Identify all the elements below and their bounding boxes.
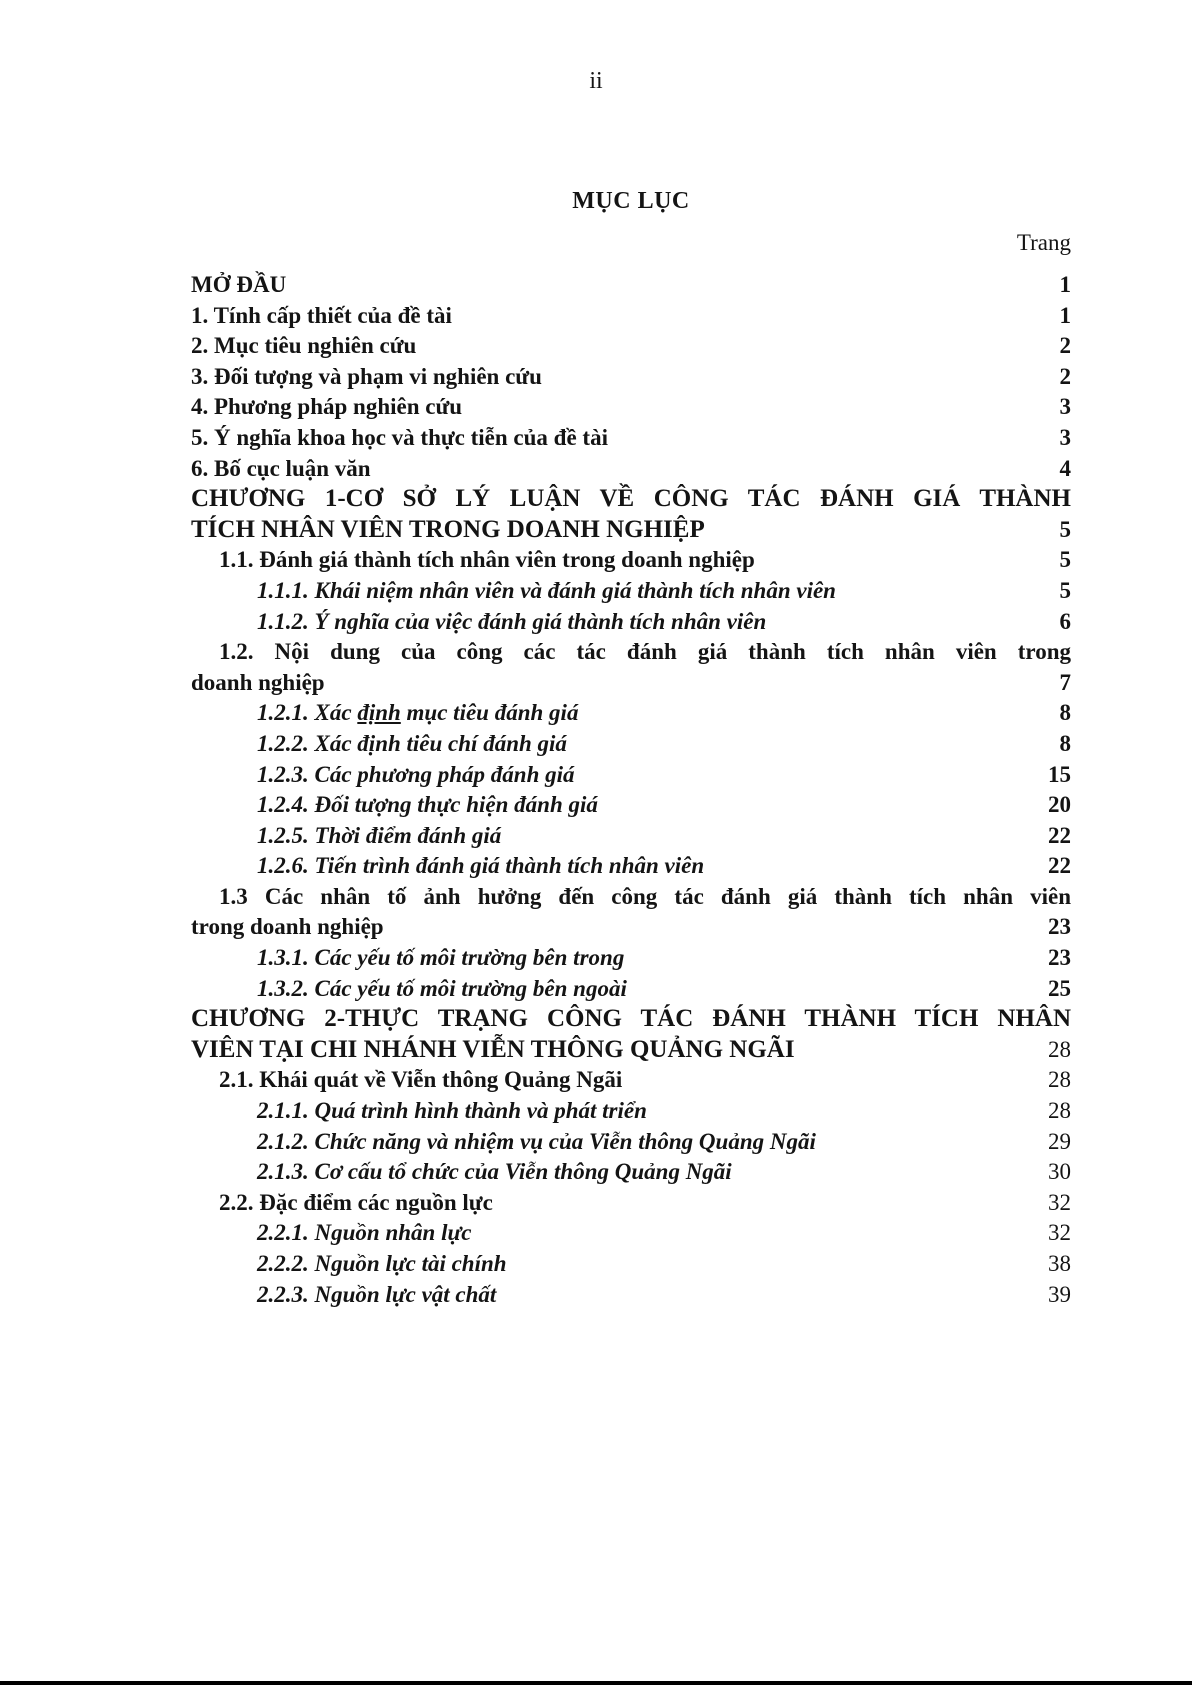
toc-entry-2-1-1[interactable] xyxy=(191,1096,1071,1127)
toc-entry-title-part: 1.2.1. Xác xyxy=(257,700,358,726)
toc-entry-page: 3 xyxy=(1059,424,1071,450)
toc-entry-page: 1 xyxy=(1059,302,1071,328)
toc-entry-1-3-2[interactable] xyxy=(191,974,1071,1005)
toc-entry-1-2-1[interactable] xyxy=(191,698,1071,729)
toc-entry-page: 15 xyxy=(1048,761,1071,787)
toc-entry-title: 5. Ý nghĩa khoa học và thực tiễn của đề tài xyxy=(191,424,608,450)
toc-entry-intro[interactable] xyxy=(191,270,1071,301)
toc-entry-title-line1: 1.3 Các nhân tố ảnh hưởng đến công tác đánh giá thành tích nhân viên xyxy=(219,883,1071,909)
toc-entry-page: 29 xyxy=(1048,1128,1071,1154)
toc-entry-title: 2.1. Khái quát về Viễn thông Quảng Ngãi xyxy=(219,1067,623,1093)
toc-entry-4[interactable] xyxy=(191,392,1071,423)
toc-entry-page: 32 xyxy=(1048,1220,1071,1246)
toc-entry-page: 8 xyxy=(1059,730,1071,756)
toc-entry-title: 2.1.2. Chức năng và nhiệm vụ của Viễn thông Quảng Ngãi xyxy=(257,1128,816,1154)
page-column-header: Trang xyxy=(1016,230,1071,255)
toc-entry-title: 2.1.1. Quá trình hình thành và phát triển xyxy=(257,1098,647,1124)
toc-entry-page: 5 xyxy=(1059,577,1071,603)
toc-chapter-2[interactable] xyxy=(191,1004,1071,1065)
toc-entry-page: 8 xyxy=(1059,700,1071,726)
toc-entry-page: 28 xyxy=(1048,1098,1071,1124)
toc-entry-title-line2: doanh nghiệp xyxy=(191,669,325,695)
toc-entry-title xyxy=(257,698,1025,729)
toc-entry-title: 2. Mục tiêu nghiên cứu xyxy=(191,333,417,359)
toc-entry-1-2-3[interactable] xyxy=(191,760,1071,791)
toc-chapter-title-line2: VIÊN TẠI CHI NHÁNH VIỄN THÔNG QUẢNG NGÃI xyxy=(191,1035,795,1063)
toc-entry-page: 39 xyxy=(1048,1281,1071,1307)
toc-chapter-title-line2: TÍCH NHÂN VIÊN TRONG DOANH NGHIỆP xyxy=(191,515,705,543)
toc-entry-title-line2: trong doanh nghiệp xyxy=(191,914,384,940)
toc-entry-title-line1: 1.2. Nội dung của công các tác đánh giá thành tích nhân viên trong xyxy=(219,639,1071,665)
toc-entry-title: 6. Bố cục luận văn xyxy=(191,455,371,481)
toc-entry-1-1-1[interactable] xyxy=(191,576,1071,607)
toc-entry-title: 2.2. Đặc điểm các nguồn lực xyxy=(219,1189,493,1215)
toc-entry-page: 23 xyxy=(1048,945,1071,971)
toc-entry-2-2-1[interactable] xyxy=(191,1218,1071,1249)
toc-entry-page: 28 xyxy=(1048,1067,1071,1093)
toc-entry-6[interactable] xyxy=(191,454,1071,485)
toc-entry-title: 2.2.2. Nguồn lực tài chính xyxy=(257,1251,507,1276)
toc-entry-title: 1.1.2. Ý nghĩa của việc đánh giá thành tích nhân viên xyxy=(257,608,767,634)
toc-entry-page: 2 xyxy=(1059,333,1071,359)
toc-entry-title: 2.2.1. Nguồn nhân lực xyxy=(257,1220,472,1246)
toc-entry-title: 1.2.3. Các phương pháp đánh giá xyxy=(257,761,575,787)
toc-entry-page: 20 xyxy=(1048,792,1071,818)
toc-entry-1[interactable] xyxy=(191,301,1071,332)
toc-entry-title: 2.1.3. Cơ cấu tổ chức của Viễn thông Quảng Ngãi xyxy=(257,1159,732,1185)
toc-entry-title: 4. Phương pháp nghiên cứu xyxy=(191,394,463,420)
toc-chapter-title-line1: CHƯƠNG 2-THỰC TRẠNG CÔNG TÁC ĐÁNH THÀNH TÍCH NHÂN xyxy=(191,1005,1071,1033)
toc-entry-2-1[interactable] xyxy=(191,1065,1071,1096)
toc-entry-1-2-5[interactable] xyxy=(191,821,1071,852)
toc-entry-title: MỞ ĐẦU xyxy=(191,272,287,297)
page-title: MỤC LỤC xyxy=(572,188,690,214)
toc-entry-title-part: mục tiêu đánh giá xyxy=(400,700,579,726)
toc-entry-page: 30 xyxy=(1048,1159,1071,1185)
toc-entry-2-2-3[interactable] xyxy=(191,1280,1071,1311)
toc-chapter-title-line1: CHƯƠNG 1-CƠ SỞ LÝ LUẬN VỀ CÔNG TÁC ĐÁNH GIÁ THÀNH xyxy=(191,485,1071,513)
toc-entry-title: 1.2.4. Đối tượng thực hiện đánh giá xyxy=(257,792,598,818)
toc-entry-1-1[interactable] xyxy=(191,545,1071,576)
toc-entry-title: 1.2.5. Thời điểm đánh giá xyxy=(257,822,502,848)
toc-entry-page: 6 xyxy=(1059,608,1071,634)
toc-entry-title: 3. Đối tượng và phạm vi nghiên cứu xyxy=(191,363,542,389)
toc-entry-2[interactable] xyxy=(191,331,1071,362)
toc-entry-5[interactable] xyxy=(191,423,1071,454)
toc-entry-1-2-6[interactable] xyxy=(191,851,1071,882)
toc-entry-2-1-3[interactable] xyxy=(191,1157,1071,1188)
toc-entry-2-1-2[interactable] xyxy=(191,1127,1071,1158)
toc-entry-title: 1.2.6. Tiến trình đánh giá thành tích nhân viên xyxy=(257,853,705,879)
toc-entry-2-2[interactable] xyxy=(191,1188,1071,1219)
toc-entry-page: 38 xyxy=(1048,1251,1071,1276)
toc-entry-1-3-1[interactable] xyxy=(191,943,1071,974)
toc-entry-1-1-2[interactable] xyxy=(191,607,1071,638)
toc-entry-2-2-2[interactable] xyxy=(191,1249,1071,1280)
toc-entry-1-3[interactable] xyxy=(191,882,1071,943)
toc-entry-page: 4 xyxy=(1059,455,1071,481)
toc-entry-1-2-4[interactable] xyxy=(191,790,1071,821)
toc-entry-title: 1.1.1. Khái niệm nhân viên và đánh giá thành tích nhân viên xyxy=(257,577,836,603)
toc-entry-page: 2 xyxy=(1059,363,1071,389)
toc-entry-title: 1. Tính cấp thiết của đề tài xyxy=(191,302,452,328)
toc-entry-page: 3 xyxy=(1059,394,1071,420)
toc-entry-page: 1 xyxy=(1059,272,1071,297)
page-number: ii xyxy=(589,68,603,94)
toc-entry-title: 1.1. Đánh giá thành tích nhân viên trong doanh nghiệp xyxy=(219,547,755,573)
toc-entry-3[interactable] xyxy=(191,362,1071,393)
toc-entry-title: 2.2.3. Nguồn lực vật chất xyxy=(257,1281,497,1307)
toc-entry-page: 7 xyxy=(1059,669,1071,695)
toc-entry-1-2[interactable] xyxy=(191,637,1071,698)
toc-entry-page: 23 xyxy=(1048,914,1071,940)
toc-entry-page: 32 xyxy=(1048,1189,1071,1215)
table-of-contents xyxy=(191,270,1071,1310)
toc-entry-page: 22 xyxy=(1048,853,1071,879)
toc-entry-title: 1.2.2. Xác định tiêu chí đánh giá xyxy=(257,730,567,756)
toc-entry-title: 1.3.2. Các yếu tố môi trường bên ngoài xyxy=(257,975,627,1001)
toc-entry-page: 22 xyxy=(1048,822,1071,848)
toc-entry-page: 5 xyxy=(1059,547,1071,573)
toc-entry-page: 28 xyxy=(1048,1036,1071,1062)
spellcheck-underlined-word: định xyxy=(357,700,401,726)
toc-chapter-1[interactable] xyxy=(191,484,1071,545)
toc-entry-page: 25 xyxy=(1048,975,1071,1001)
toc-entry-page: 5 xyxy=(1059,516,1071,542)
toc-entry-1-2-2[interactable] xyxy=(191,729,1071,760)
toc-entry-title: 1.3.1. Các yếu tố môi trường bên trong xyxy=(257,945,625,971)
page-bottom-edge xyxy=(0,1681,1192,1685)
